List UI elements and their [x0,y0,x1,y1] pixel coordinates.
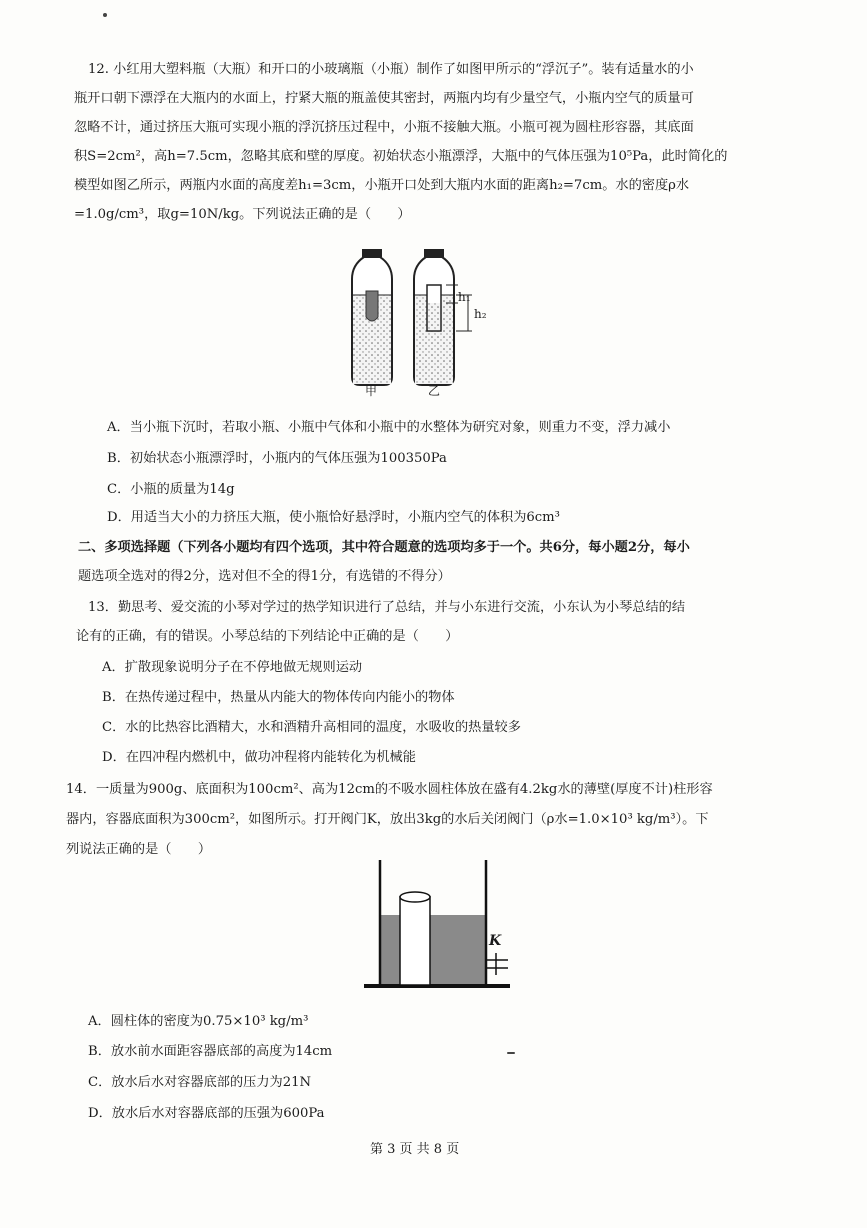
q12-figure-label-yi: 乙 [428,384,441,398]
scan-mark [103,13,107,17]
q12-option-c: C．小瓶的质量为14g [107,482,235,497]
q13-line-2: 论有的正确，有的错误。小琴总结的下列结论中正确的是（ ） [76,629,459,644]
q12-option-a: A．当小瓶下沉时，若取小瓶、小瓶中气体和小瓶中的水整体为研究对象，则重力不变，浮力减小 [107,420,671,435]
q12-figure-h2-label: h₂ [474,307,487,321]
q12-line-3: 忽略不计，通过挤压大瓶可实现小瓶的浮沉挤压过程中，小瓶不接触大瓶。小瓶可视为圆柱形容器，其底面 [74,120,694,135]
q12-line-1: 12. 小红用大塑料瓶（大瓶）和开口的小玻璃瓶（小瓶）制作了如图甲所示的“浮沉子”。装有适量水的小 [88,62,694,77]
bottle-yi [414,249,472,385]
bottle-jia [352,249,392,385]
q12-bottle-figure [340,245,510,405]
q14-line-2: 器内，容器底面积为300cm²，如图所示。打开阀门K，放出3kg的水后关闭阀门（ρ水=1.0×10³ kg/m³）。下 [66,812,709,827]
q13-option-c: C．水的比热容比酒精大，水和酒精升高相同的温度，水吸收的热量较多 [102,720,521,735]
scan-mark [507,1052,515,1054]
q12-option-d: D．用适当大小的力挤压大瓶，使小瓶恰好悬浮时，小瓶内空气的体积为6cm³ [107,510,560,525]
page-footer: 第 3 页 共 8 页 [370,1142,460,1157]
q12-line-5: 模型如图乙所示，两瓶内水面的高度差h₁=3cm，小瓶开口处到大瓶内水面的距离h₂=7cm。水的密度ρ水 [74,178,690,193]
q12-option-b: B．初始状态小瓶漂浮时，小瓶内的气体压强为100350Pa [107,451,447,466]
q14-line-3: 列说法正确的是（ ） [66,842,212,857]
q12-line-4: 积S=2cm²，高h=7.5cm，忽略其底和壁的厚度。初始状态小瓶漂浮，大瓶中的气体压强为10⁵Pa，此时简化的 [74,149,728,164]
q12-figure-h1-label: h₁ [458,290,471,304]
q14-container-figure [360,855,520,995]
q12-line-2: 瓶开口朝下漂浮在大瓶内的水面上，拧紧大瓶的瓶盖使其密封，两瓶内均有少量空气，小瓶内空气的质量可 [74,91,694,106]
q13-option-b: B．在热传递过程中，热量从内能大的物体传向内能小的物体 [102,690,455,705]
q13-option-a: A．扩散现象说明分子在不停地做无规则运动 [102,660,363,675]
section2-line-1: 二、多项选择题（下列各小题均有四个选项，其中符合题意的选项均多于一个。共6分，每小题2分，每小 [78,540,690,555]
q13-option-d: D．在四冲程内燃机中，做功冲程将内能转化为机械能 [102,750,416,765]
q14-valve-label: K [489,933,502,949]
q14-option-b: B．放水前水面距容器底部的高度为14cm [88,1044,333,1059]
q14-option-d: D．放水后水对容器底部的压强为600Pa [88,1106,325,1121]
q12-line-6: =1.0g/cm³，取g=10N/kg。下列说法正确的是（ ） [74,207,411,222]
q13-line-1: 13．勤思考、爱交流的小琴对学过的热学知识进行了总结，并与小东进行交流，小东认为小琴总结的结 [88,600,686,615]
q14-option-c: C．放水后水对容器底部的压力为21N [88,1075,312,1090]
q12-figure-label-jia: 甲 [365,384,378,398]
section2-line-2: 题选项全选对的得2分，选对但不全的得1分，有选错的不得分） [78,569,451,584]
q14-option-a: A．圆柱体的密度为0.75×10³ kg/m³ [88,1014,309,1029]
q14-line-1: 14．一质量为900g、底面积为100cm²、高为12cm的不吸水圆柱体放在盛有4.2kg水的薄壁(厚度不计)柱形容 [66,782,713,797]
